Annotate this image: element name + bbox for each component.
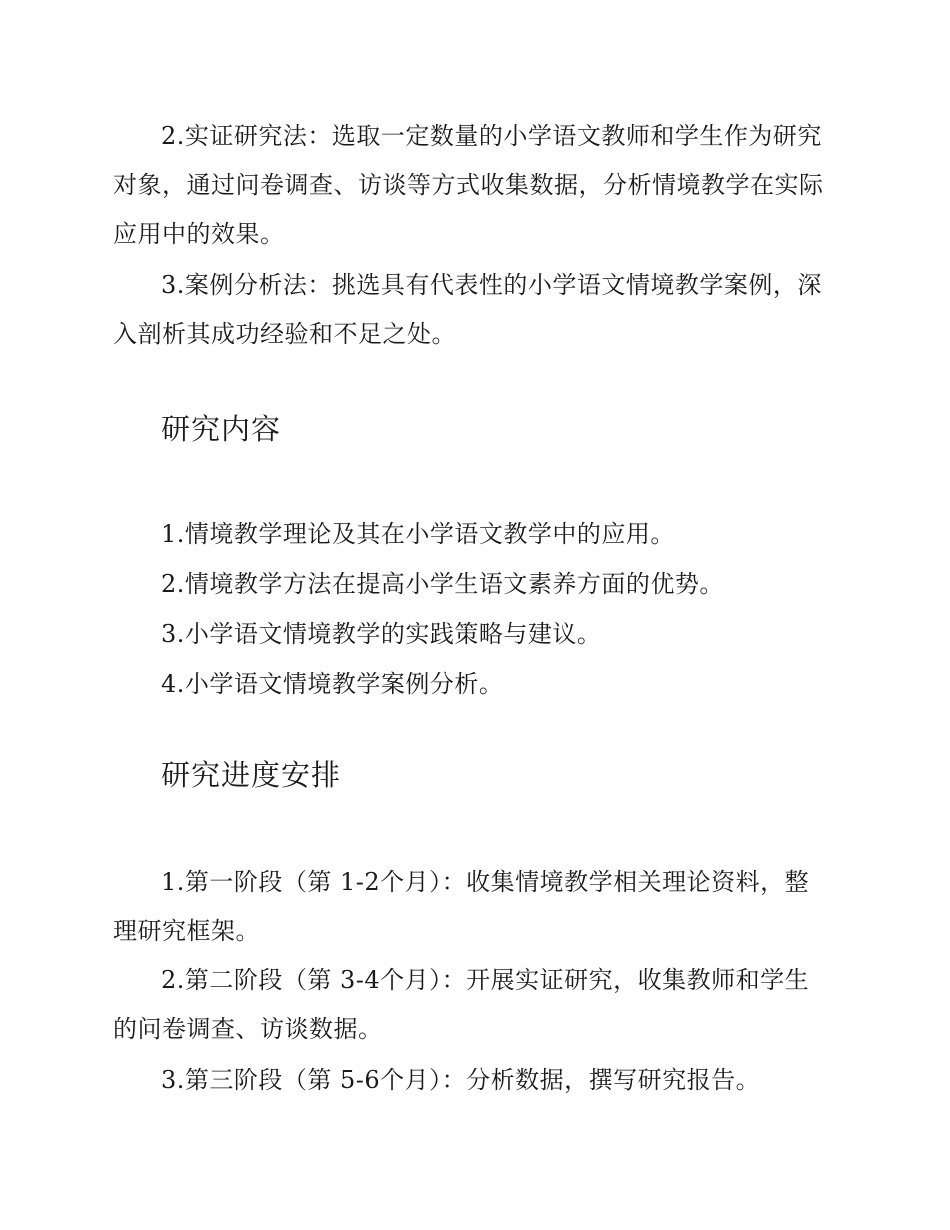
content-item-4: 4.小学语文情境教学案例分析。: [161, 670, 504, 698]
schedule-item-phase-3: 3.第三阶段（第 5-6个月）：分析数据，撰写研究报告。: [161, 1066, 761, 1094]
section-heading-research-content: 研究内容: [161, 412, 282, 446]
method-paragraph-empirical: 2.实证研究法：选取一定数量的小学语文教师和学生作为研究对象，通过问卷调查、访谈等方式收集数据，分析情境教学在实际应用中的效果。: [113, 122, 824, 248]
schedule-item-phase-2: 2.第二阶段（第 3-4个月）：开展实证研究，收集教师和学生的问卷调查、访谈数据。: [113, 966, 810, 1043]
section-heading-schedule: 研究进度安排: [161, 758, 342, 792]
method-paragraph-case-analysis: 3.案例分析法：挑选具有代表性的小学语文情境教学案例，深入剖析其成功经验和不足之处。: [113, 271, 822, 348]
content-item-3: 3.小学语文情境教学的实践策略与建议。: [161, 620, 602, 648]
content-item-1: 1.情境教学理论及其在小学语文教学中的应用。: [161, 520, 675, 548]
schedule-item-phase-1: 1.第一阶段（第 1-2个月）：收集情境教学相关理论资料，整理研究框架。: [113, 868, 810, 945]
content-item-2: 2.情境教学方法在提高小学生语文素养方面的优势。: [161, 570, 724, 598]
